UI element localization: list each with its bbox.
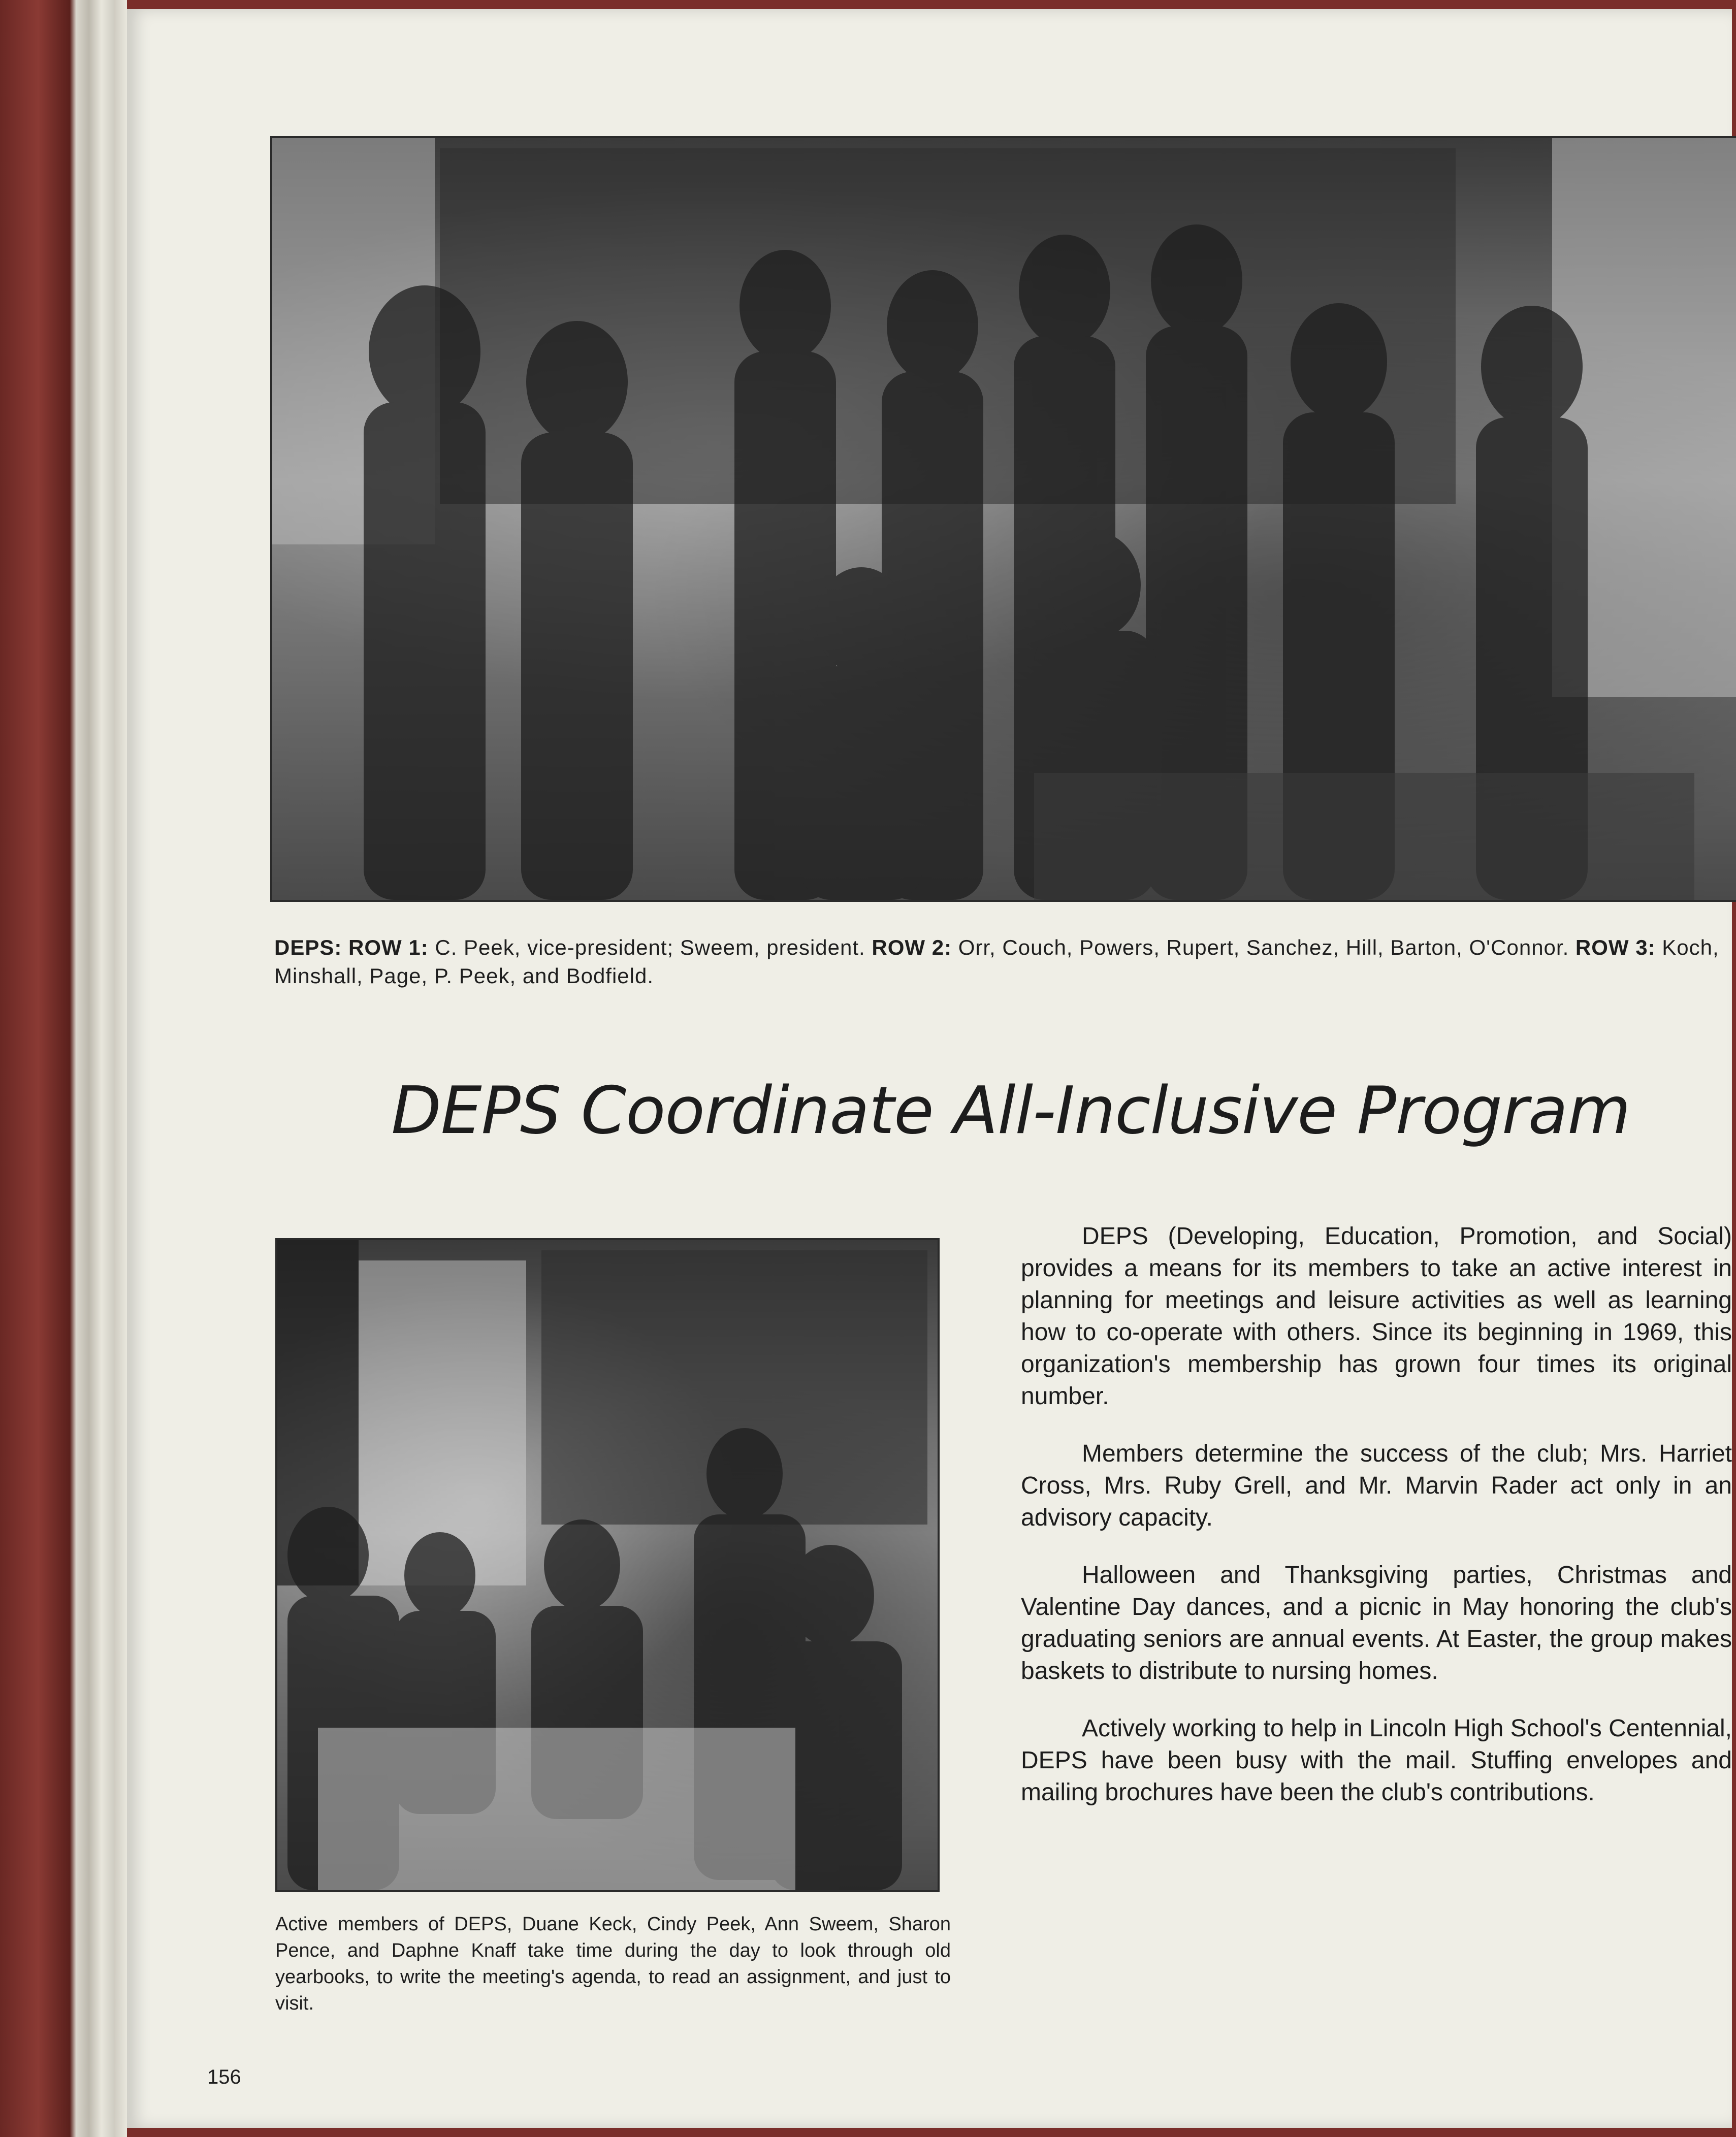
members-photo-figures xyxy=(277,1240,938,1890)
caption-lead: DEPS: xyxy=(274,935,342,959)
row3-names: Koch, Minshall, Page, P. Peek, and Bodfield. xyxy=(274,935,1719,988)
members-photo-caption: Active members of DEPS, Duane Keck, Cindy Peek, Ann Sweem, Sharon Pence, and Daphne Knaff take time during the day to look through old yearbooks, to write the meeting's agenda, to read an assignment, and just to visit. xyxy=(275,1914,951,2014)
yearbook-page xyxy=(127,9,1732,2128)
body-paragraph: DEPS (Developing, Education, Promotion, and Social) provides a means for its members to take an active interest in planning for meetings and leisure activities as well as learning how to co-operate with others. Since its beginning in 1969, this organization's membership has grown four times its original number. xyxy=(1021,1223,1732,1410)
book-binding xyxy=(0,0,127,2137)
row1-label: ROW 1: xyxy=(348,935,429,959)
page-number: 156 xyxy=(207,2066,241,2088)
page-headline: DEPS Coordinate All-Inclusive Program xyxy=(391,1073,1630,1149)
group-photo xyxy=(270,136,1736,902)
body-paragraph: Halloween and Thanksgiving parties, Christmas and Valentine Day dances, and a picnic in May honoring the club's graduating seniors are annual events. At Easter, the group makes baskets to distribute to nursing homes. xyxy=(1021,1562,1732,1685)
row2-names: Orr, Couch, Powers, Rupert, Sanchez, Hill, Barton, O'Connor. xyxy=(958,935,1569,959)
body-paragraph: Actively working to help in Lincoln High School's Centennial, DEPS have been busy with the mail. Stuffing envelopes and mailing brochures have been the club's contributions. xyxy=(1021,1715,1732,1806)
group-photo-figures xyxy=(272,138,1736,900)
article-body xyxy=(1021,1220,1732,1834)
body-paragraph: Members determine the success of the club; Mrs. Harriet Cross, Mrs. Ruby Grell, and Mr. Marvin Rader act only in an advisory capacity. xyxy=(1021,1440,1732,1531)
members-photo xyxy=(275,1238,940,1892)
row2-label: ROW 2: xyxy=(872,935,952,959)
row3-label: ROW 3: xyxy=(1575,935,1656,959)
row1-names: C. Peek, vice-president; Sweem, president. xyxy=(435,935,865,959)
group-photo-caption xyxy=(274,933,1736,990)
